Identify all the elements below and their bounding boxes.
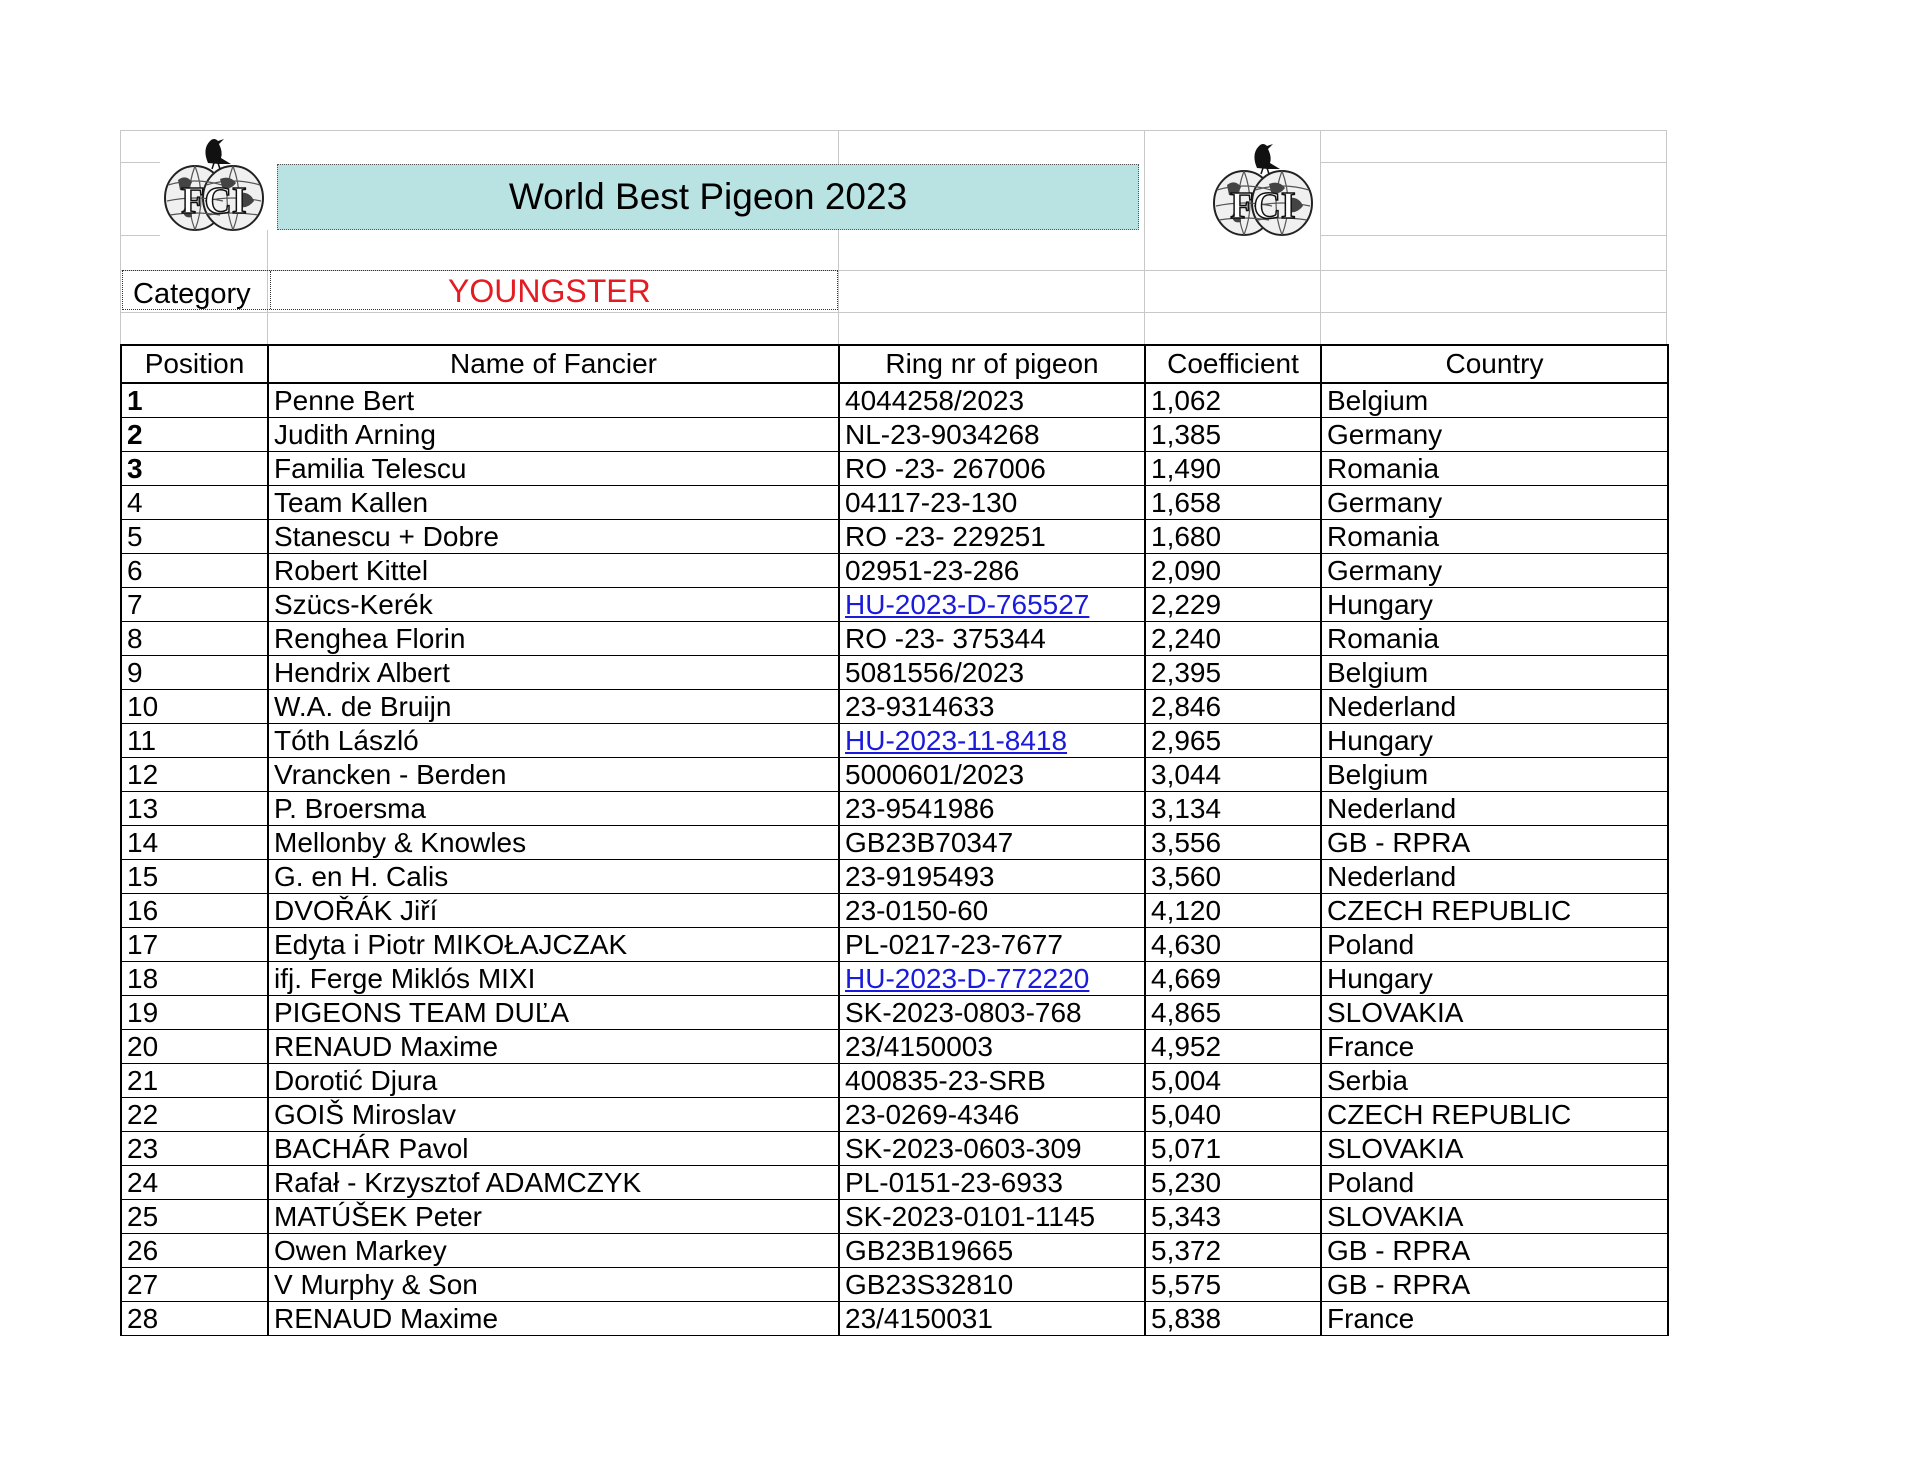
fancier-name-cell: W.A. de Bruijn xyxy=(268,690,839,724)
results-table xyxy=(120,344,1669,1336)
fancier-name-cell: ifj. Ferge Miklós MIXI xyxy=(268,962,839,996)
position-cell: 24 xyxy=(121,1166,268,1200)
ring-number-cell xyxy=(839,588,1145,622)
fci-logo-left-icon xyxy=(158,135,270,243)
coefficient-cell: 5,040 xyxy=(1145,1098,1321,1132)
country-cell: Hungary xyxy=(1321,724,1668,758)
position-cell: 15 xyxy=(121,860,268,894)
country-cell: SLOVAKIA xyxy=(1321,1200,1668,1234)
fancier-name-cell: Rafał - Krzysztof ADAMCZYK xyxy=(268,1166,839,1200)
coefficient-cell: 2,090 xyxy=(1145,554,1321,588)
gridline xyxy=(120,162,160,163)
table-row xyxy=(121,792,1668,826)
table-row xyxy=(121,1132,1668,1166)
coefficient-cell: 5,838 xyxy=(1145,1302,1321,1336)
ring-number-cell: 23-9314633 xyxy=(839,690,1145,724)
country-cell: Nederland xyxy=(1321,792,1668,826)
position-cell: 5 xyxy=(121,520,268,554)
coefficient-cell: 1,680 xyxy=(1145,520,1321,554)
fancier-name-cell: Judith Arning xyxy=(268,418,839,452)
coefficient-cell: 3,134 xyxy=(1145,792,1321,826)
coefficient-cell: 4,120 xyxy=(1145,894,1321,928)
coefficient-cell: 4,952 xyxy=(1145,1030,1321,1064)
coefficient-cell: 2,229 xyxy=(1145,588,1321,622)
table-row xyxy=(121,928,1668,962)
table-row xyxy=(121,894,1668,928)
column-header-coefficient: Coefficient xyxy=(1145,345,1321,383)
gridline xyxy=(120,235,160,236)
fancier-name-cell: G. en H. Calis xyxy=(268,860,839,894)
table-row xyxy=(121,826,1668,860)
ring-number-cell: PL-0151-23-6933 xyxy=(839,1166,1145,1200)
coefficient-cell: 1,385 xyxy=(1145,418,1321,452)
table-row xyxy=(121,758,1668,792)
ring-number-cell: 23-9195493 xyxy=(839,860,1145,894)
table-row xyxy=(121,860,1668,894)
country-cell: Belgium xyxy=(1321,656,1668,690)
country-cell: Poland xyxy=(1321,928,1668,962)
position-cell: 28 xyxy=(121,1302,268,1336)
coefficient-cell: 1,062 xyxy=(1145,383,1321,418)
country-cell: Poland xyxy=(1321,1166,1668,1200)
ring-number-cell xyxy=(839,724,1145,758)
ring-number-cell: 23-0269-4346 xyxy=(839,1098,1145,1132)
country-cell: Belgium xyxy=(1321,758,1668,792)
country-cell: Nederland xyxy=(1321,690,1668,724)
fancier-name-cell: Owen Markey xyxy=(268,1234,839,1268)
coefficient-cell: 2,846 xyxy=(1145,690,1321,724)
fancier-name-cell: DVOŘÁK Jiří xyxy=(268,894,839,928)
table-row xyxy=(121,1268,1668,1302)
fancier-name-cell: Hendrix Albert xyxy=(268,656,839,690)
coefficient-cell: 1,490 xyxy=(1145,452,1321,486)
fancier-name-cell: PIGEONS TEAM DUĽA xyxy=(268,996,839,1030)
position-cell: 18 xyxy=(121,962,268,996)
fancier-name-cell: Mellonby & Knowles xyxy=(268,826,839,860)
table-row xyxy=(121,452,1668,486)
position-cell: 4 xyxy=(121,486,268,520)
position-cell: 13 xyxy=(121,792,268,826)
ring-number-cell: GB23B70347 xyxy=(839,826,1145,860)
coefficient-cell: 2,240 xyxy=(1145,622,1321,656)
position-cell: 9 xyxy=(121,656,268,690)
logo-text: FCI xyxy=(1230,185,1296,227)
country-cell: Romania xyxy=(1321,622,1668,656)
position-cell: 26 xyxy=(121,1234,268,1268)
position-cell: 14 xyxy=(121,826,268,860)
position-cell: 8 xyxy=(121,622,268,656)
table-row xyxy=(121,520,1668,554)
position-cell: 1 xyxy=(121,383,268,418)
fancier-name-cell: MATÚŠEK Peter xyxy=(268,1200,839,1234)
ring-number-cell: RO -23- 267006 xyxy=(839,452,1145,486)
category-row xyxy=(122,270,838,310)
position-cell: 27 xyxy=(121,1268,268,1302)
table-row xyxy=(121,1064,1668,1098)
table-row xyxy=(121,996,1668,1030)
country-cell: CZECH REPUBLIC xyxy=(1321,1098,1668,1132)
country-cell: France xyxy=(1321,1302,1668,1336)
ring-number-cell: 02951-23-286 xyxy=(839,554,1145,588)
position-cell: 23 xyxy=(121,1132,268,1166)
coefficient-cell: 5,575 xyxy=(1145,1268,1321,1302)
position-cell: 11 xyxy=(121,724,268,758)
fancier-name-cell: Robert Kittel xyxy=(268,554,839,588)
country-cell: GB - RPRA xyxy=(1321,826,1668,860)
ring-number-cell: RO -23- 229251 xyxy=(839,520,1145,554)
table-row xyxy=(121,724,1668,758)
fancier-name-cell: Szücs-Kerék xyxy=(268,588,839,622)
coefficient-cell: 5,230 xyxy=(1145,1166,1321,1200)
gridline xyxy=(120,130,1667,131)
coefficient-cell: 5,372 xyxy=(1145,1234,1321,1268)
fancier-name-cell: Vrancken - Berden xyxy=(268,758,839,792)
position-cell: 7 xyxy=(121,588,268,622)
gridline xyxy=(1320,235,1667,236)
coefficient-cell: 4,669 xyxy=(1145,962,1321,996)
fancier-name-cell: Tóth László xyxy=(268,724,839,758)
table-row xyxy=(121,418,1668,452)
fancier-name-cell: Edyta i Piotr MIKOŁAJCZAK xyxy=(268,928,839,962)
position-cell: 12 xyxy=(121,758,268,792)
position-cell: 3 xyxy=(121,452,268,486)
fancier-name-cell: Dorotić Djura xyxy=(268,1064,839,1098)
country-cell: SLOVAKIA xyxy=(1321,996,1668,1030)
position-cell: 19 xyxy=(121,996,268,1030)
coefficient-cell: 5,071 xyxy=(1145,1132,1321,1166)
ring-number-cell: NL-23-9034268 xyxy=(839,418,1145,452)
fci-logo-right-icon xyxy=(1207,140,1319,248)
fancier-name-cell: Stanescu + Dobre xyxy=(268,520,839,554)
table-row xyxy=(121,656,1668,690)
table-row xyxy=(121,622,1668,656)
ring-number-cell: RO -23- 375344 xyxy=(839,622,1145,656)
fancier-name-cell: RENAUD Maxime xyxy=(268,1030,839,1064)
ring-number-cell: SK-2023-0101-1145 xyxy=(839,1200,1145,1234)
country-cell: Germany xyxy=(1321,418,1668,452)
position-cell: 16 xyxy=(121,894,268,928)
country-cell: Germany xyxy=(1321,554,1668,588)
ring-number-cell: SK-2023-0803-768 xyxy=(839,996,1145,1030)
table-row xyxy=(121,690,1668,724)
coefficient-cell: 3,560 xyxy=(1145,860,1321,894)
ring-number-cell: SK-2023-0603-309 xyxy=(839,1132,1145,1166)
table-row xyxy=(121,383,1668,418)
ring-number-cell: 5000601/2023 xyxy=(839,758,1145,792)
coefficient-cell: 3,044 xyxy=(1145,758,1321,792)
ring-number-cell: 400835-23-SRB xyxy=(839,1064,1145,1098)
ring-number-cell: 5081556/2023 xyxy=(839,656,1145,690)
country-cell: GB - RPRA xyxy=(1321,1268,1668,1302)
fancier-name-cell: Renghea Florin xyxy=(268,622,839,656)
table-row xyxy=(121,1030,1668,1064)
coefficient-cell: 4,630 xyxy=(1145,928,1321,962)
category-label: Category xyxy=(133,278,251,310)
ring-number-link[interactable]: HU-2023-D-765527 xyxy=(845,589,1090,620)
coefficient-cell: 4,865 xyxy=(1145,996,1321,1030)
fancier-name-cell: BACHÁR Pavol xyxy=(268,1132,839,1166)
ring-number-cell xyxy=(839,962,1145,996)
coefficient-cell: 2,395 xyxy=(1145,656,1321,690)
table-header-row xyxy=(121,345,1668,383)
position-cell: 2 xyxy=(121,418,268,452)
ring-number-cell: 23-0150-60 xyxy=(839,894,1145,928)
country-cell: SLOVAKIA xyxy=(1321,1132,1668,1166)
position-cell: 21 xyxy=(121,1064,268,1098)
position-cell: 17 xyxy=(121,928,268,962)
table-row xyxy=(121,1166,1668,1200)
fancier-name-cell: Penne Bert xyxy=(268,383,839,418)
country-cell: GB - RPRA xyxy=(1321,1234,1668,1268)
position-cell: 20 xyxy=(121,1030,268,1064)
ring-number-cell: 23-9541986 xyxy=(839,792,1145,826)
coefficient-cell: 2,965 xyxy=(1145,724,1321,758)
coefficient-cell: 3,556 xyxy=(1145,826,1321,860)
spreadsheet-page xyxy=(120,130,1667,1357)
position-cell: 10 xyxy=(121,690,268,724)
country-cell: CZECH REPUBLIC xyxy=(1321,894,1668,928)
country-cell: Romania xyxy=(1321,452,1668,486)
column-header-name: Name of Fancier xyxy=(268,345,839,383)
ring-number-cell: 23/4150031 xyxy=(839,1302,1145,1336)
gridline xyxy=(1320,162,1667,163)
country-cell: Nederland xyxy=(1321,860,1668,894)
country-cell: Serbia xyxy=(1321,1064,1668,1098)
ring-number-cell: PL-0217-23-7677 xyxy=(839,928,1145,962)
logo-text: FCI xyxy=(181,180,247,222)
ring-number-cell: GB23B19665 xyxy=(839,1234,1145,1268)
country-cell: France xyxy=(1321,1030,1668,1064)
position-cell: 6 xyxy=(121,554,268,588)
ring-number-link[interactable]: HU-2023-11-8418 xyxy=(845,725,1068,756)
table-row xyxy=(121,1302,1668,1336)
country-cell: Romania xyxy=(1321,520,1668,554)
coefficient-cell: 1,658 xyxy=(1145,486,1321,520)
column-header-position: Position xyxy=(121,345,268,383)
column-header-country: Country xyxy=(1321,345,1668,383)
country-cell: Belgium xyxy=(1321,383,1668,418)
fancier-name-cell: Team Kallen xyxy=(268,486,839,520)
country-cell: Hungary xyxy=(1321,588,1668,622)
country-cell: Germany xyxy=(1321,486,1668,520)
coefficient-cell: 5,004 xyxy=(1145,1064,1321,1098)
ring-number-cell: 4044258/2023 xyxy=(839,383,1145,418)
country-cell: Hungary xyxy=(1321,962,1668,996)
position-cell: 22 xyxy=(121,1098,268,1132)
fancier-name-cell: Familia Telescu xyxy=(268,452,839,486)
table-row xyxy=(121,588,1668,622)
table-row xyxy=(121,486,1668,520)
coefficient-cell: 5,343 xyxy=(1145,1200,1321,1234)
column-header-ring: Ring nr of pigeon xyxy=(839,345,1145,383)
ring-number-cell: 23/4150003 xyxy=(839,1030,1145,1064)
table-row xyxy=(121,554,1668,588)
table-row xyxy=(121,1200,1668,1234)
fancier-name-cell: RENAUD Maxime xyxy=(268,1302,839,1336)
ring-number-cell: GB23S32810 xyxy=(839,1268,1145,1302)
gridline xyxy=(120,312,1667,313)
category-value: YOUNGSTER xyxy=(448,273,651,309)
fancier-name-cell: GOIŠ Miroslav xyxy=(268,1098,839,1132)
table-row xyxy=(121,962,1668,996)
table-row xyxy=(121,1098,1668,1132)
report-title: World Best Pigeon 2023 xyxy=(277,164,1139,230)
position-cell: 25 xyxy=(121,1200,268,1234)
fancier-name-cell: P. Broersma xyxy=(268,792,839,826)
ring-number-link[interactable]: HU-2023-D-772220 xyxy=(845,963,1090,994)
ring-number-cell: 04117-23-130 xyxy=(839,486,1145,520)
table-row xyxy=(121,1234,1668,1268)
fancier-name-cell: V Murphy & Son xyxy=(268,1268,839,1302)
